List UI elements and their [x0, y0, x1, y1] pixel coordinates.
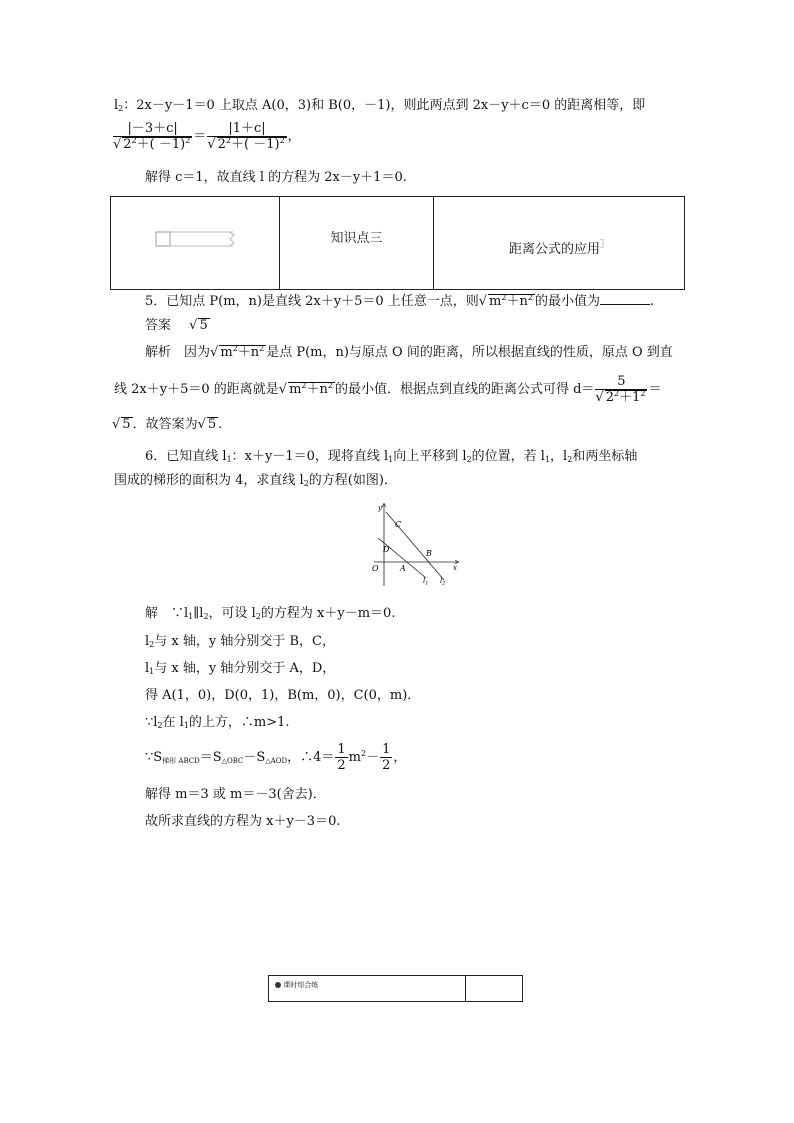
sqrt-icon: √ [595, 390, 604, 405]
q5-analysis-2 [114, 374, 661, 405]
rad-sup: 2 [501, 293, 507, 302]
line2-a: 线 2x＋y＋5＝0 的距离就是 [114, 382, 279, 397]
sub: 1 [183, 721, 189, 730]
frac-den [595, 390, 647, 405]
sol6m: m [348, 750, 361, 765]
frac-sup2: 2 [640, 389, 646, 398]
sol5a: ∵l [145, 715, 158, 730]
sol3a: l [145, 661, 150, 676]
trapezoid-figure [360, 500, 464, 590]
label-l2: $l_2$ [440, 577, 446, 587]
sol-line-8: 故所求直线的方程为 x＋y－3＝0. [145, 814, 341, 829]
footer-divider [465, 976, 466, 1001]
rad-m: m [489, 294, 502, 309]
den-sup: 2 [131, 136, 137, 145]
sub: 1 [226, 455, 232, 464]
sol1d: 的方程为 x＋y－m＝0. [260, 606, 396, 621]
kp-title-cell [280, 197, 434, 290]
line3-val-2: 5 [207, 417, 217, 432]
label-C: C [395, 520, 402, 529]
sqrt-icon: √ [113, 137, 122, 152]
analysis-a: 解析 因为 [145, 345, 211, 360]
sol-line-3 [145, 660, 335, 678]
sqrt-icon: √ [189, 318, 198, 333]
rad-sup: 2 [232, 344, 238, 353]
knowledge-point-table [110, 196, 685, 290]
den-sup: 2 [225, 136, 232, 145]
q5-stem-a: 5．已知点 P(m，n)是直线 2x＋y＋5＝0 上任意一点，则 [145, 294, 479, 309]
sqrt-icon: √ [278, 382, 288, 397]
sub: 2 [303, 479, 309, 488]
line3-end: . [218, 417, 223, 432]
sqrt-icon: √ [210, 345, 219, 360]
sqrt-icon: √ [207, 137, 216, 152]
half-den: 2 [337, 758, 346, 773]
sup-2: 2 [360, 749, 367, 758]
sol6a: ∵S [145, 750, 163, 765]
sol6b: ＝S [199, 750, 222, 765]
rad-mid: ＋n [237, 345, 260, 360]
sol2b: 与 x 轴，y 轴分别交于 B，C， [154, 634, 335, 649]
sub-obc: △OBC [221, 757, 244, 765]
den-b: ＋( －1) [136, 137, 186, 152]
sol6d: ，∴4＝ [287, 750, 335, 765]
q6-s1e: ，l [550, 449, 568, 464]
sol1b: ∥l [193, 606, 204, 621]
bracket-mark: 〗 [600, 239, 610, 250]
l-var: l [114, 98, 119, 113]
sub: 2 [149, 640, 155, 649]
sol1a: 解 ∵l [145, 606, 189, 621]
fraction-left-num: |－3＋c| [113, 121, 192, 137]
sol1c: ，可设 l [208, 606, 256, 621]
fraction-left-den [113, 137, 192, 152]
kp-topic-cell [434, 197, 685, 290]
sub: 2 [203, 612, 209, 621]
sub-trap: 梯形 ABCD [162, 757, 200, 765]
sol-line-6 [145, 742, 406, 773]
sol2a: l [145, 634, 150, 649]
half-num: 1 [337, 742, 346, 757]
distance-equation [112, 121, 301, 152]
sol5c: 的上方，∴m>1. [188, 715, 290, 730]
rad-sup2: 2 [327, 381, 333, 390]
kp-title: 知识点三 [330, 230, 383, 246]
q6-stem-1 [145, 448, 637, 466]
rad-m: m [220, 345, 233, 360]
q5-stem-b: 的最小值为 [534, 294, 600, 309]
sqrt-icon: √ [197, 417, 206, 432]
fraction-right-den [207, 137, 286, 152]
q6-stem-2 [114, 472, 397, 490]
line3-text: ．故答案为 [132, 417, 198, 432]
sol3b: 与 x 轴，y 轴分别交于 A，D， [154, 661, 336, 676]
den-sup2: 2 [185, 136, 191, 145]
q6-s1d: 的位置，若 l [471, 449, 545, 464]
solve-c-line: 解得 c＝1，故直线 l 的方程为 2x－y＋1＝0. [145, 170, 407, 185]
analysis-radicand [219, 345, 266, 360]
banner-icon [155, 231, 235, 249]
label-A: A [400, 564, 406, 573]
den-a: 2 [217, 137, 226, 152]
sol-line-4: 得 A(1，0)，D(0，1)，B(m，0)，C(0，m)． [145, 688, 421, 703]
comma: ， [287, 129, 301, 144]
sol6end: ， [393, 750, 407, 765]
rad-m: m [289, 382, 302, 397]
sub: 2 [255, 612, 261, 621]
sub: 2 [157, 721, 163, 730]
rad-sup: 2 [301, 381, 307, 390]
frac-num: 5 [595, 374, 647, 390]
sol6e: － [366, 750, 380, 765]
q5-analysis-1 [145, 344, 673, 362]
text-line-1 [114, 97, 645, 115]
kp-icon-cell [111, 197, 280, 290]
analysis-b: 是点 P(m，n)与原点 O 间的距离，所以根据直线的性质，原点 O 到直 [266, 345, 673, 360]
sub: 1 [149, 667, 155, 676]
sol5b: 在 l [162, 715, 184, 730]
half-fraction [335, 742, 347, 773]
q6-s1f: 和两坐标轴 [572, 449, 638, 464]
q6-s1c: 向上平移到 l [393, 449, 467, 464]
sub: 1 [188, 612, 194, 621]
label-O: O [372, 564, 379, 573]
rad-sup2: 2 [259, 344, 265, 353]
label-x: x [453, 564, 457, 572]
half-den: 2 [382, 758, 391, 773]
line3-val: 5 [122, 417, 131, 432]
fraction-left [113, 121, 192, 152]
q5-radicand [488, 294, 535, 309]
den-a: 2 [123, 137, 132, 152]
frac-den-b: ＋1 [619, 390, 641, 405]
label-l1: $l_1$ [423, 577, 429, 587]
sub: 1 [544, 455, 551, 464]
answer-blank [600, 292, 650, 305]
den-b: ＋( －1) [231, 137, 280, 152]
sol-line-7: 解得 m＝3 或 m＝－3(舍去)． [145, 787, 326, 802]
line1-text: ：2x－y－1＝0 上取点 A(0，3)和 B(0，－1)，则此两点到 2x－y＋c＝0 的距离相等，即 [123, 98, 646, 113]
sub: 2 [567, 455, 573, 464]
frac-den-a: 2 [605, 390, 614, 405]
fraction-right [207, 121, 286, 152]
frac-sup: 2 [614, 389, 620, 398]
q5-answer [145, 317, 210, 335]
sol-line-1 [145, 605, 395, 623]
sub: 1 [388, 455, 394, 464]
answer-label: 答案 [145, 318, 172, 333]
q5-analysis-3 [112, 416, 222, 434]
answer-value: 5 [199, 318, 208, 333]
rad-sup2: 2 [527, 293, 533, 302]
footer-text: 课时综合练 [283, 981, 319, 989]
line2-b: 的最小值．根据点到直线的距离公式可得 d＝ [334, 382, 595, 397]
label-B: B [426, 549, 432, 558]
footer-label [275, 980, 318, 990]
rad-mid: ＋n [306, 382, 328, 397]
q5-stem [145, 292, 654, 311]
half-fraction-2 [380, 742, 392, 773]
q6-s1b: ：x＋y－1＝0，现将直线 l [231, 449, 389, 464]
sqrt-icon: √ [478, 294, 488, 309]
half-num: 1 [382, 742, 391, 757]
rad-mid: ＋n [506, 294, 528, 309]
den-sup2: 2 [279, 136, 285, 145]
equals-sign: ＝ [193, 129, 207, 144]
kp-topic: 距离公式的应用 [508, 241, 600, 257]
sol-line-5 [145, 714, 290, 732]
footer-box [268, 975, 523, 1002]
sqrt-icon: √ [112, 417, 121, 432]
line2-radicand [288, 382, 335, 397]
label-D: D [383, 545, 390, 554]
label-y: y [378, 504, 382, 512]
dot-icon [275, 982, 281, 988]
fraction-right-num: |1＋c| [207, 121, 286, 137]
q5-stem-end: . [649, 294, 655, 309]
equals-sign: ＝ [648, 382, 662, 397]
sol6c: －S [243, 750, 266, 765]
distance-fraction [595, 374, 647, 405]
q6-s2b: 的方程(如图)． [308, 473, 397, 488]
q6-s2a: 围成的梯形的面积为 4，求直线 l [114, 473, 304, 488]
q6-s1a: 6．已知直线 l [145, 449, 227, 464]
l-sub: 2 [118, 104, 124, 113]
sol-line-2 [145, 633, 335, 651]
sub-aod: △AOD [265, 757, 288, 765]
sub: 2 [466, 455, 472, 464]
